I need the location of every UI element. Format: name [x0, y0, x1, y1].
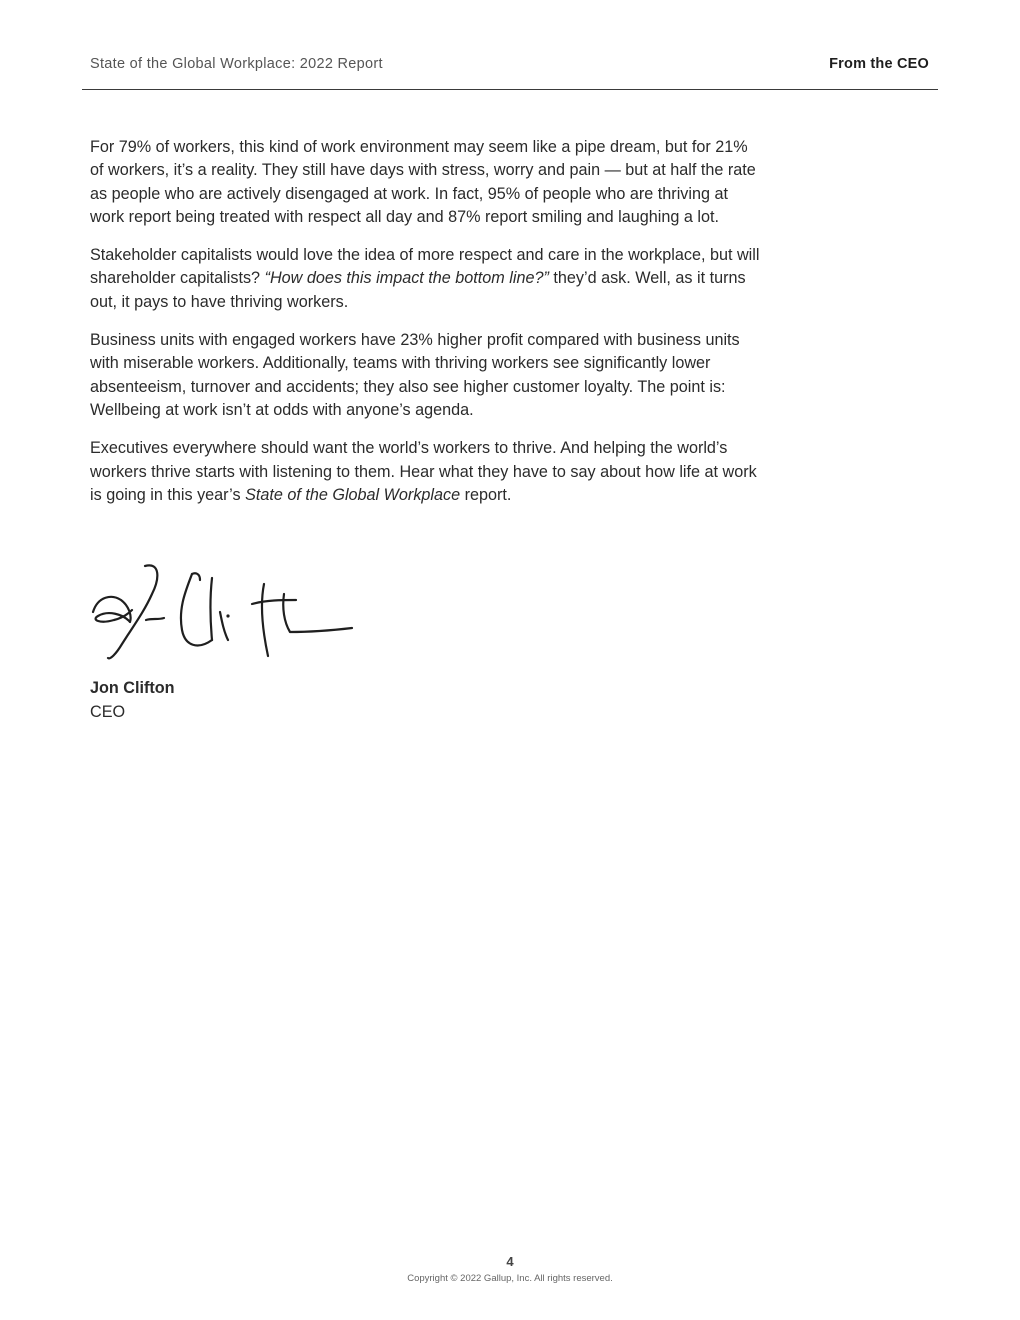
page-number: 4 [506, 1254, 514, 1269]
body-paragraph [90, 136, 762, 229]
paragraph-text: Business units with engaged workers have 23% higher profit compared with business units with miserable workers. Additionally, teams with thriving workers see significantly lower absenteeism, turnover and accidents; they also see higher customer loyalty. The point is: Wellbeing at work isn’t at odds with anyone’s agenda. [90, 331, 740, 419]
section-title: From the CEO [829, 56, 929, 72]
signature-image [88, 560, 354, 664]
paragraph-text: report. [460, 485, 512, 504]
body-paragraph [90, 244, 762, 314]
signatory-name: Jon Clifton [90, 679, 175, 697]
copyright-notice: Copyright © 2022 Gallup, Inc. All rights reserved. [407, 1273, 613, 1284]
page-header [82, 56, 938, 90]
paragraph-text: Executives everywhere should want the world’s workers to thrive. And helping the world’s workers thrive starts with listening to them. Hear what they have to say about how life at work is going in this year’s [90, 439, 757, 504]
paragraph-text: Stakeholder capitalists would love the idea of more respect and care in the workplace, but will shareholder capitalists? [90, 246, 760, 288]
body-paragraph [90, 329, 762, 422]
italic-text: State of the Global Workplace [245, 485, 461, 504]
report-title: State of the Global Workplace: 2022 Report [90, 56, 383, 72]
body-paragraph [90, 437, 762, 507]
paragraph-text: For 79% of workers, this kind of work environment may seem like a pipe dream, but for 21% of workers, it’s a reality. They still have days with stress, worry and pain — but at half the rate as people who are actively disengaged at work. In fact, 95% of people who are thriving at work report being treated with respect all day and 87% report smiling and laughing a lot. [90, 138, 756, 226]
letter-body [90, 136, 762, 522]
signatory-title: CEO [90, 703, 126, 721]
paragraph-text: they’d ask. Well, as it turns out, it pays to have thriving workers. [90, 269, 746, 311]
italic-text: “How does this impact the bottom line?” [264, 269, 549, 288]
